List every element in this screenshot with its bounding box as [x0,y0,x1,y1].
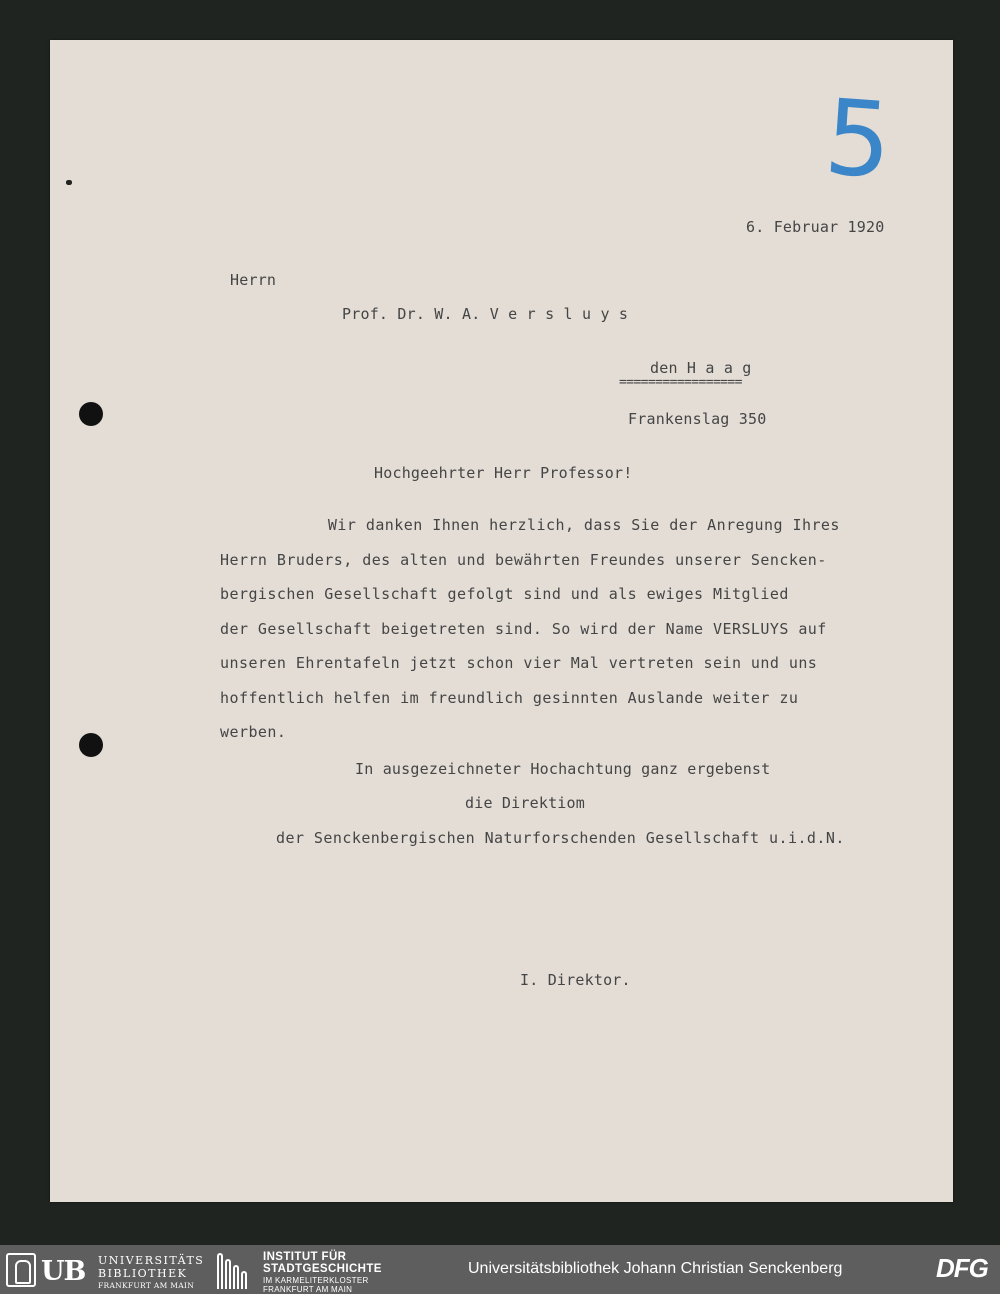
body-line: hoffentlich helfen im freundlich gesinnten Auslande weiter zu [220,689,799,707]
paper-mark [66,180,72,185]
ub-line3: FRANKFURT AM MAIN [98,1281,195,1290]
body-line: Herrn Bruders, des alten und bewährten Freundes unserer Sencken- [220,551,827,569]
closing-phrase: In ausgezeichneter Hochachtung ganz ergebenst [355,760,771,778]
signature-title: I. Direktor. [520,971,631,989]
recipient-name: Prof. Dr. W. A. V e r s l u y s [342,305,629,323]
city-underline: ================= [619,375,742,390]
ub-line2: BIBLIOTHEK [98,1267,188,1280]
body-line: unseren Ehrentafeln jetzt schon vier Mal vertreten sein und uns [220,654,818,672]
footer-bar [0,1245,1000,1294]
letter-date: 6. Februar 1920 [746,218,885,236]
recipient-city: den H a a g [650,359,752,377]
letter-greeting: Hochgeehrter Herr Professor! [374,464,633,482]
recipient-street: Frankenslag 350 [628,410,767,428]
body-line: werben. [220,723,287,741]
dfg-logo[interactable]: DFG [936,1253,988,1283]
isg-line4: FRANKFURT AM MAIN [263,1285,353,1294]
punch-hole-upper [79,402,103,426]
isg-line1: INSTITUT FÜR [263,1251,347,1263]
ub-mark: UB [41,1256,86,1287]
ub-line1: UNIVERSITÄTS [98,1254,205,1267]
body-line: der Gesellschaft beigetreten sind. So wird der Name VERSLUYS auf [220,620,827,638]
ub-logo[interactable] [6,1251,205,1290]
isg-line3: IM KARMELITERKLOSTER [263,1276,369,1285]
recipient-salutation: Herrn [230,271,277,289]
ub-emblem-icon [6,1253,36,1287]
arches-icon [215,1251,253,1289]
isg-line2: STADTGESCHICHTE [263,1263,382,1275]
isg-logo[interactable] [215,1249,400,1294]
closing-society: der Senckenbergischen Naturforschenden Gesellschaft u.i.d.N. [276,829,845,847]
closing-direktion: die Direktiom [465,794,585,812]
archive-number: 5 [820,75,896,203]
punch-hole-lower [79,733,103,757]
body-line: Wir danken Ihnen herzlich, dass Sie der Anregung Ihres [290,516,840,534]
body-line: bergischen Gesellschaft gefolgt sind und als ewiges Mitglied [220,585,789,603]
footer-title[interactable]: Universitätsbibliothek Johann Christian Senckenberg [468,1260,843,1277]
